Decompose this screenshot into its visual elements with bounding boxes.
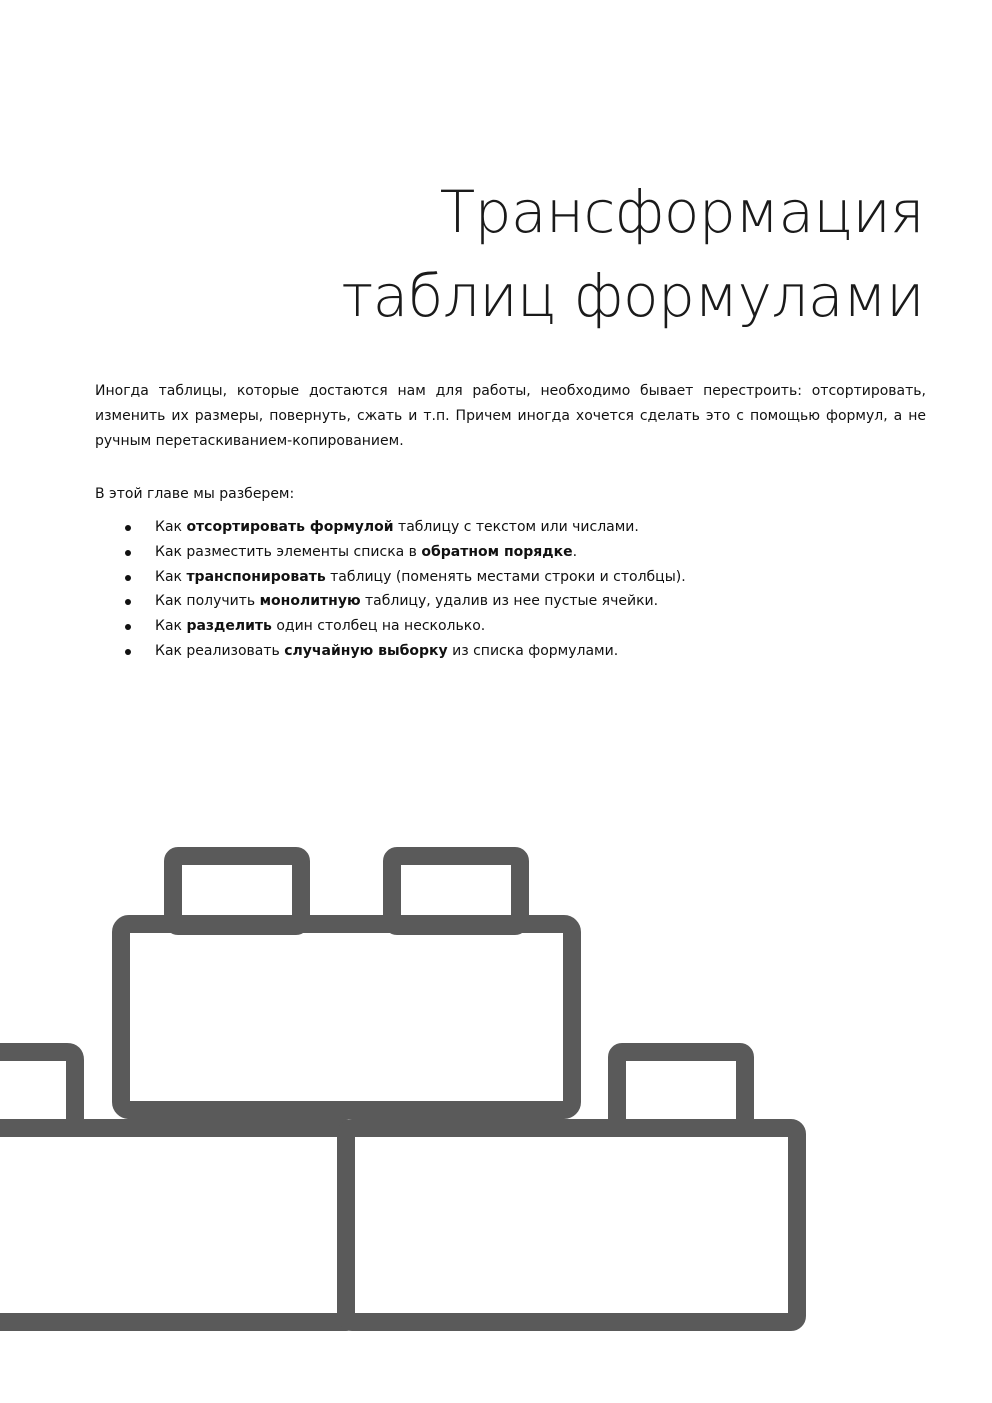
topic-keyword: монолитную	[259, 593, 361, 610]
topic-item	[95, 639, 925, 664]
lego-bricks-icon	[0, 840, 992, 1340]
topic-keyword: отсортировать формулой	[186, 519, 394, 535]
topic-item	[95, 589, 925, 614]
bullet-icon	[125, 550, 131, 556]
brick	[346, 1128, 797, 1322]
brick-stud	[617, 1052, 745, 1128]
topic-text: таблицу с текстом или числами.	[393, 519, 639, 535]
topics-lead: В этой главе мы разберем:	[95, 486, 295, 502]
topic-text: таблицу, удалив из нее пустые ячейки.	[360, 593, 659, 610]
topic-text: таблицу (поменять местами строки и столбцы).	[325, 568, 686, 585]
brick	[0, 1128, 346, 1322]
chapter-title-line-1: Трансформация	[439, 178, 924, 246]
bullet-icon	[125, 525, 131, 531]
topic-text: Как	[155, 519, 187, 535]
topic-text: Как получить	[155, 593, 260, 610]
topic-text: один столбец на несколько.	[271, 618, 486, 635]
topic-text: .	[572, 543, 578, 560]
topic-keyword: обратном порядке	[421, 543, 573, 560]
topic-item	[95, 565, 925, 590]
bullet-icon	[125, 575, 131, 581]
bullet-icon	[125, 624, 131, 630]
brick	[121, 924, 572, 1110]
topic-text: Как реализовать	[155, 642, 285, 659]
bullet-icon	[125, 599, 131, 605]
topics-list	[95, 515, 925, 664]
topic-keyword: случайную выборку	[284, 642, 448, 659]
chapter-title-line-2: таблиц формулами	[341, 262, 924, 330]
topic-keyword: транспонировать	[186, 568, 326, 585]
topic-keyword: разделить	[186, 618, 272, 635]
topic-text: из списка формулами.	[447, 642, 619, 659]
intro-paragraph: Иногда таблицы, которые достаются нам для работы, необходимо бывает перестроить: отсортировать, изменить их размеры, повернуть, сжать и т.п. Причем иногда хочется сделать это с помощью формул, а не ручным перетаскиванием-копированием.	[95, 383, 926, 449]
topic-item	[95, 515, 925, 540]
topic-text: Как разместить элементы списка в	[155, 543, 422, 560]
bullet-icon	[125, 649, 131, 655]
topic-item	[95, 540, 925, 565]
chapter-title	[224, 170, 924, 338]
brick-stud	[0, 1052, 75, 1128]
topic-text: Как	[155, 568, 187, 585]
topic-item	[95, 614, 925, 639]
topic-text: Как	[155, 618, 187, 635]
